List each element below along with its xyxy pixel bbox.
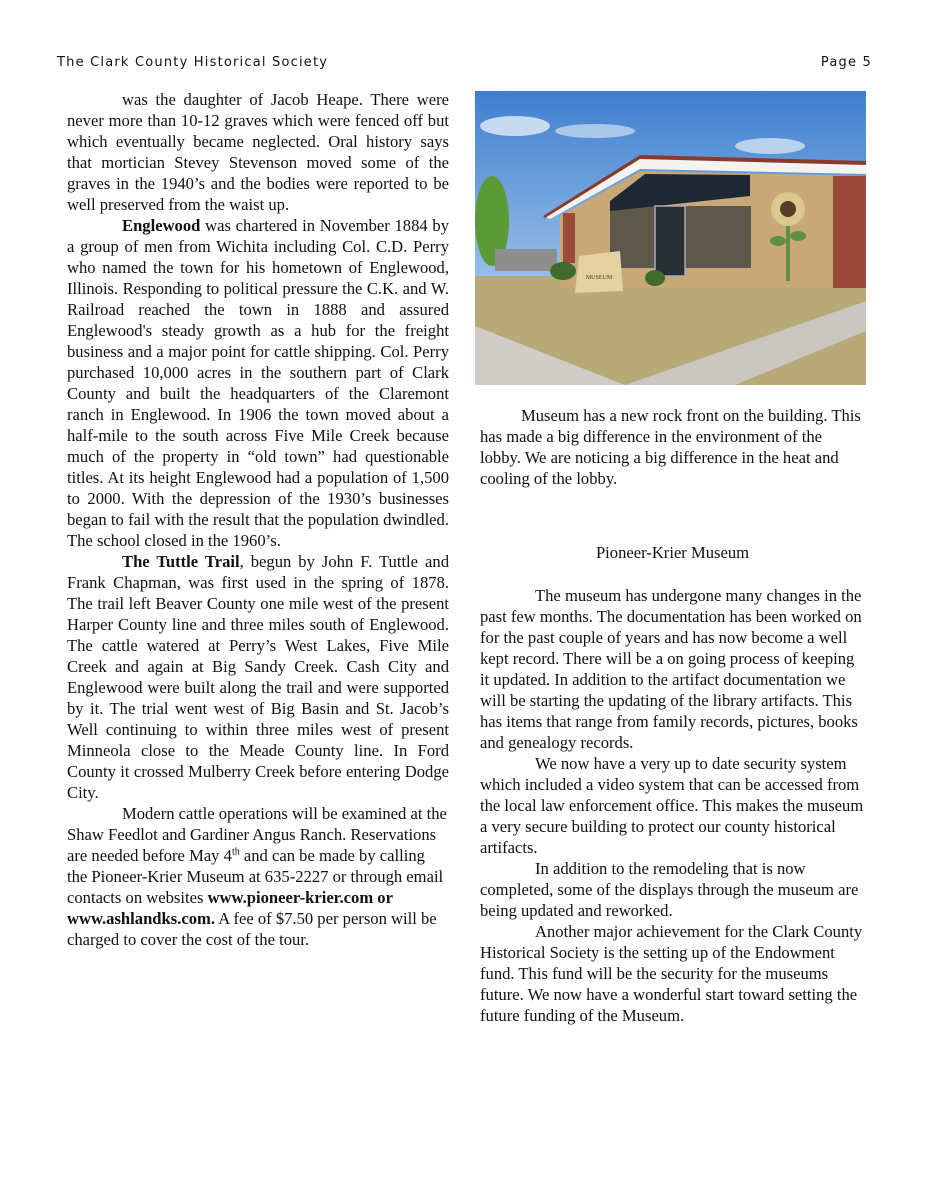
paragraph-security: We now have a very up to date security system which included a video system that can be accessed from the local law enforcement office. This makes the museum a very secure building to protect our county historical artifacts. [480,754,864,857]
paragraph-remodeling: In addition to the remodeling that is now completed, some of the displays through the museum are being updated and reworked. [480,859,859,920]
sunflower-leaf [770,236,786,246]
photo-caption: Museum has a new rock front on the building. This has made a big difference in the environment of the lobby. We are noticing a big difference in the heat and cooling of the lobby. [480,406,861,488]
page-number: Page 5 [820,55,872,70]
right-column-body [480,585,865,1026]
museum-photo [475,91,866,385]
brick-wall-left [563,213,575,263]
sunflower-center [780,201,796,217]
heading-englewood: Englewood [122,216,201,235]
museum-sign-text: MUSEUM [585,275,613,281]
brick-wall [833,176,866,288]
shrub [550,262,576,280]
cloud [735,138,805,154]
paragraph-endowment: Another major achievement for the Clark County Historical Society is the setting up of the Endowment fund. This fund will be the security for the museums future. We now have a wonderful start toward setting the future funding of the Museum. [480,922,863,1025]
paragraph-changes: The museum has undergone many changes in the past few months. The documentation has been worked on for the past couple of years and has now become a well kept record. There will be a on going process of keeping it updated. In addition to the artifact documentation we will be starting the updating of the library artifacts. This has items that range from family records, pictures, books and genealogy records. [480,586,862,752]
shrub [645,270,665,286]
cloud [555,124,635,138]
paragraph-englewood: Englewood was chartered in November 1884 by a group of men from Wichita including Col. C.D. Perry who named the town for his hometown of Englewood, Illinois. Responding to political pressure the C.K. and W. Railroad reached the town in 1888 and assured Englewood's steady growth as a hub for the freight business and a major point for cattle shipping. Col. Perry purchased 10,000 acres in the southern part of Clark County and built the headquarters of the Claremont ranch in Englewood. In 1906 the town moved about a half-mile to the south across Five Mile Creek because much of the property in “old town” had questionable titles. At its height Englewood had a population of 1,500 to 2000. With the depression of the 1930’s businesses began to fail with the result that the population dwindled. The school closed in the 1960’s. [67,216,449,550]
left-column [67,89,449,950]
sunflower-leaf [790,231,806,241]
truck [495,249,557,271]
publication-title: The Clark County Historical Society [57,55,329,70]
entrance-door [655,206,685,276]
website-links: www.pioneer-krier.com or www.ashlandks.com. [67,888,393,928]
cloud [480,116,550,136]
paragraph-heape: was the daughter of Jacob Heape. There were never more than 10-12 graves which were fenced off but which eventually became neglected. Oral history says that mortician Stevey Stevenson moved some of the graves in the 1940’s and the bodies were reported to be well preserved from the waist up. [67,90,449,214]
heading-tuttle-trail: The Tuttle Trail [122,552,240,571]
museum-sign-stone [575,251,623,293]
paragraph-reservations: Modern cattle operations will be examined at the Shaw Feedlot and Gardiner Angus Ranch. Reservations are needed before May 4th and can be made by calling the Pioneer-Krier Museum at 635-2227 or through email contacts on websites www.pioneer-krier.com or www.ashlandks.com. A fee of $7.50 per person will be charged to cover the cost of the tour. [67,804,447,949]
section-title: Pioneer-Krier Museum [595,543,750,562]
sunflower-stem [786,226,790,281]
paragraph-tuttle-trail: The Tuttle Trail, begun by John F. Tuttle and Frank Chapman, was first used in the spring of 1878. The trail left Beaver County one mile west of the present Harper County line and three miles south of Englewood. The cattle watered at Perry’s West Lakes, Five Mile Creek and again at Big Sandy Creek. Cash City and Englewood were built along the trail and were supported by it. The trial went west of Big Basin and St. Jacob’s Well continuing to within three miles west of present Minneola close to the Meade County line. In Ford County it crossed Mulberry Creek before entering Dodge City. [67,552,449,802]
